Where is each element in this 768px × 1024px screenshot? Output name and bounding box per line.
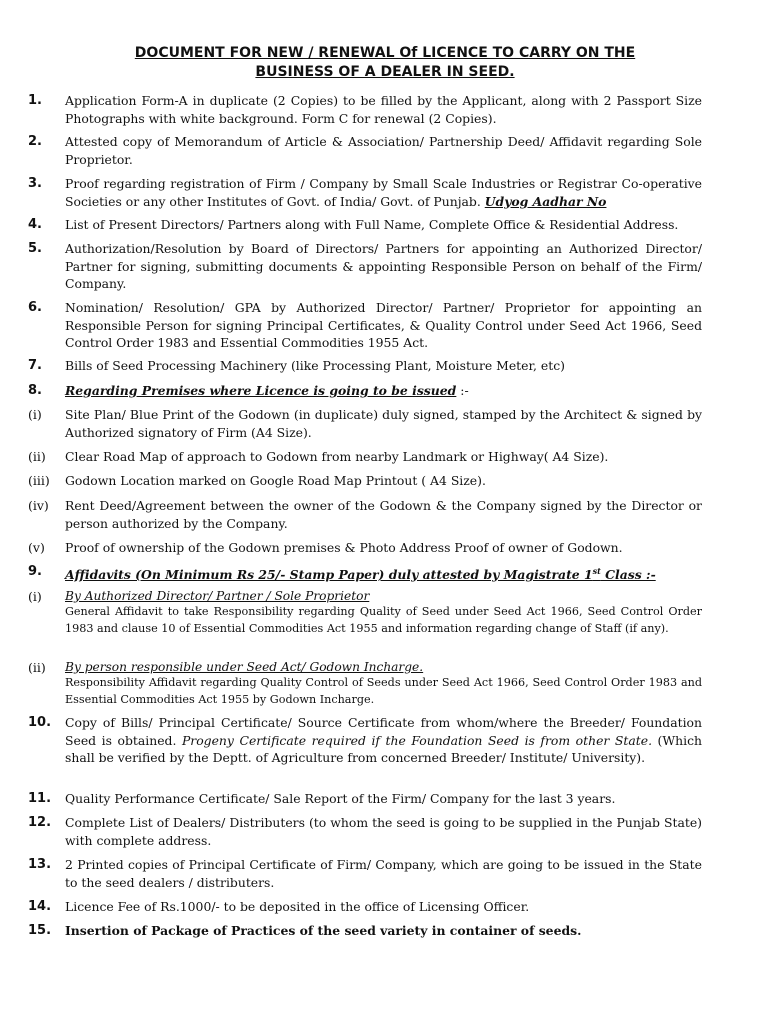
item-text xyxy=(65,382,702,400)
item-text-main: Proof regarding registration of Firm / Company by Small Scale Industries or Registrar Co-operative Societies or any other Institutes of Govt. of India/ Govt. of Punjab. xyxy=(65,176,702,209)
item-text: Licence Fee of Rs.1000/- to be deposited in the office of Licensing Officer. xyxy=(65,899,530,914)
item-number: (i) xyxy=(28,589,42,604)
item-number: 14. xyxy=(28,899,52,914)
list-item-9 xyxy=(28,563,702,584)
affidavit-subheading: By person responsible under Seed Act/ Godown Incharge. xyxy=(65,660,424,674)
item-number: 3. xyxy=(28,176,42,191)
list-item-2 xyxy=(28,133,702,168)
item-text-main: Copy of Bills/ Principal Certificate/ Source Certificate from whom/where the Breeder/ Foundation Seed is obtained. xyxy=(65,715,702,748)
list-item-5 xyxy=(28,240,702,293)
item-text: Bills of Seed Processing Machinery (like Processing Plant, Moisture Meter, etc) xyxy=(65,358,566,373)
list-item-6 xyxy=(28,299,702,352)
list-item-15 xyxy=(28,922,702,940)
item-number: 2. xyxy=(28,134,42,149)
item-number: 5. xyxy=(28,241,42,256)
item-text: Quality Performance Certificate/ Sale Report of the Firm/ Company for the last 3 years. xyxy=(65,791,616,806)
item-text: Proof of ownership of the Godown premises & Photo Address Proof of owner of Godown. xyxy=(65,540,623,555)
item-number: (ii) xyxy=(28,449,46,464)
affidavit-subheading: By Authorized Director/ Partner / Sole Proprietor xyxy=(65,589,370,603)
item-body xyxy=(65,588,702,637)
item-number: 15. xyxy=(28,923,52,938)
item-text: Authorization/Resolution by Board of Directors/ Partners for appointing an Authorized Director/ Partner for signing, submitting documents & appointing Responsible Person on behalf of the Firm/ Company. xyxy=(65,241,702,291)
item-text: 2 Printed copies of Principal Certificate of Firm/ Company, which are going to be issued in the State to the seed dealers / distributers. xyxy=(65,857,702,890)
sub-item-i xyxy=(28,406,702,441)
sub-item-iii xyxy=(28,472,702,490)
item-number: 10. xyxy=(28,715,52,730)
item-number: 12. xyxy=(28,815,52,830)
document-title xyxy=(60,44,710,82)
item-number: (iv) xyxy=(28,498,49,513)
superscript-st: st xyxy=(592,566,601,576)
item-text: Attested copy of Memorandum of Article & Association/ Partnership Deed/ Affidavit regarding Sole Proprietor. xyxy=(65,134,702,167)
item-text: Insertion of Package of Practices of the seed variety in container of seeds. xyxy=(65,923,582,938)
progeny-emphasis: Progeny Certificate required if the Foundation Seed is from other State. xyxy=(181,732,653,748)
affidavit-item-i xyxy=(28,588,702,637)
affidavits-heading-text: Affidavits (On Minimum Rs 25/- Stamp Paper) duly attested by Magistrate 1 xyxy=(65,567,593,583)
list-item-12 xyxy=(28,814,702,849)
item-text: Nomination/ Resolution/ GPA by Authorized Director/ Partner/ Proprietor for appointing an Responsible Person for signing Principal Certificates, & Quality Control under Seed Act 1966, Seed Control Order 1983 and Essential Commodities 1955 Act. xyxy=(65,300,702,350)
item-number: (v) xyxy=(28,540,45,555)
item-text: Clear Road Map of approach to Godown from nearby Landmark or Highway( A4 Size). xyxy=(65,449,609,464)
list-item-10 xyxy=(28,714,702,767)
udyog-aadhar-emphasis: Udyog Aadhar No xyxy=(484,193,607,209)
list-item-1 xyxy=(28,92,702,127)
title-line-1: DOCUMENT FOR NEW / RENEWAL Of LICENCE TO CARRY ON THE xyxy=(134,45,636,61)
item-text: Godown Location marked on Google Road Map Printout ( A4 Size). xyxy=(65,473,486,488)
item-number: (iii) xyxy=(28,473,50,488)
item-body xyxy=(65,659,702,708)
affidavits-heading xyxy=(65,563,702,584)
item-number: 8. xyxy=(28,383,42,398)
list-item-8 xyxy=(28,382,702,400)
premises-heading: Regarding Premises where Licence is going to be issued xyxy=(65,383,457,398)
affidavit-item-ii xyxy=(28,659,702,708)
list-item-13 xyxy=(28,856,702,891)
item-number: 1. xyxy=(28,93,42,108)
item-number: 6. xyxy=(28,300,42,315)
list-item-4 xyxy=(28,216,702,234)
item-text: Site Plan/ Blue Print of the Godown (in duplicate) duly signed, stamped by the Architect & signed by Authorized signatory of Firm (A4 Size). xyxy=(65,407,702,440)
sub-item-iv xyxy=(28,497,702,532)
item-text: Application Form-A in duplicate (2 Copies) to be filled by the Applicant, along with 2 Passport Size Photographs with white background. Form C for renewal (2 Copies). xyxy=(65,93,702,126)
affidavit-text: Responsibility Affidavit regarding Quality Control of Seeds under Seed Act 1966, Seed Control Order 1983 and Essential Commodities Act 1955 by Godown Incharge. xyxy=(65,676,702,706)
sub-item-v xyxy=(28,539,702,557)
item-number: (i) xyxy=(28,407,42,422)
item-text-tail: (Which shall be verified by the Deptt. of Agriculture from concerned Breeder/ Institute/ University). xyxy=(65,732,702,765)
item-number: 7. xyxy=(28,358,42,373)
list-item-14 xyxy=(28,898,702,916)
list-item-11 xyxy=(28,790,702,808)
title-line-2: BUSINESS OF A DEALER IN SEED. xyxy=(255,64,515,80)
item-text: List of Present Directors/ Partners along with Full Name, Complete Office & Residential Address. xyxy=(65,217,679,232)
premises-suffix: :- xyxy=(456,383,469,398)
list-item-3 xyxy=(28,175,702,210)
item-number: (ii) xyxy=(28,660,46,675)
item-text xyxy=(65,714,702,767)
item-number: 13. xyxy=(28,857,52,872)
item-text: Complete List of Dealers/ Distributers (to whom the seed is going to be supplied in the Punjab State) with complete address. xyxy=(65,815,702,848)
item-text: Rent Deed/Agreement between the owner of the Godown & the Company signed by the Director or person authorized by the Company. xyxy=(65,498,702,531)
list-item-7 xyxy=(28,357,702,375)
affidavits-heading-suffix: Class :- xyxy=(600,567,656,583)
item-number: 4. xyxy=(28,217,42,232)
sub-item-ii xyxy=(28,448,702,466)
item-text xyxy=(65,175,702,210)
item-number: 11. xyxy=(28,791,52,806)
affidavit-text: General Affidavit to take Responsibility regarding Quality of Seed under Seed Act 1966, Seed Control Order 1983 and clause 10 of Essential Commodities Act 1955 and information regarding change of Staff (if any). xyxy=(65,605,702,635)
item-number: 9. xyxy=(28,564,42,579)
